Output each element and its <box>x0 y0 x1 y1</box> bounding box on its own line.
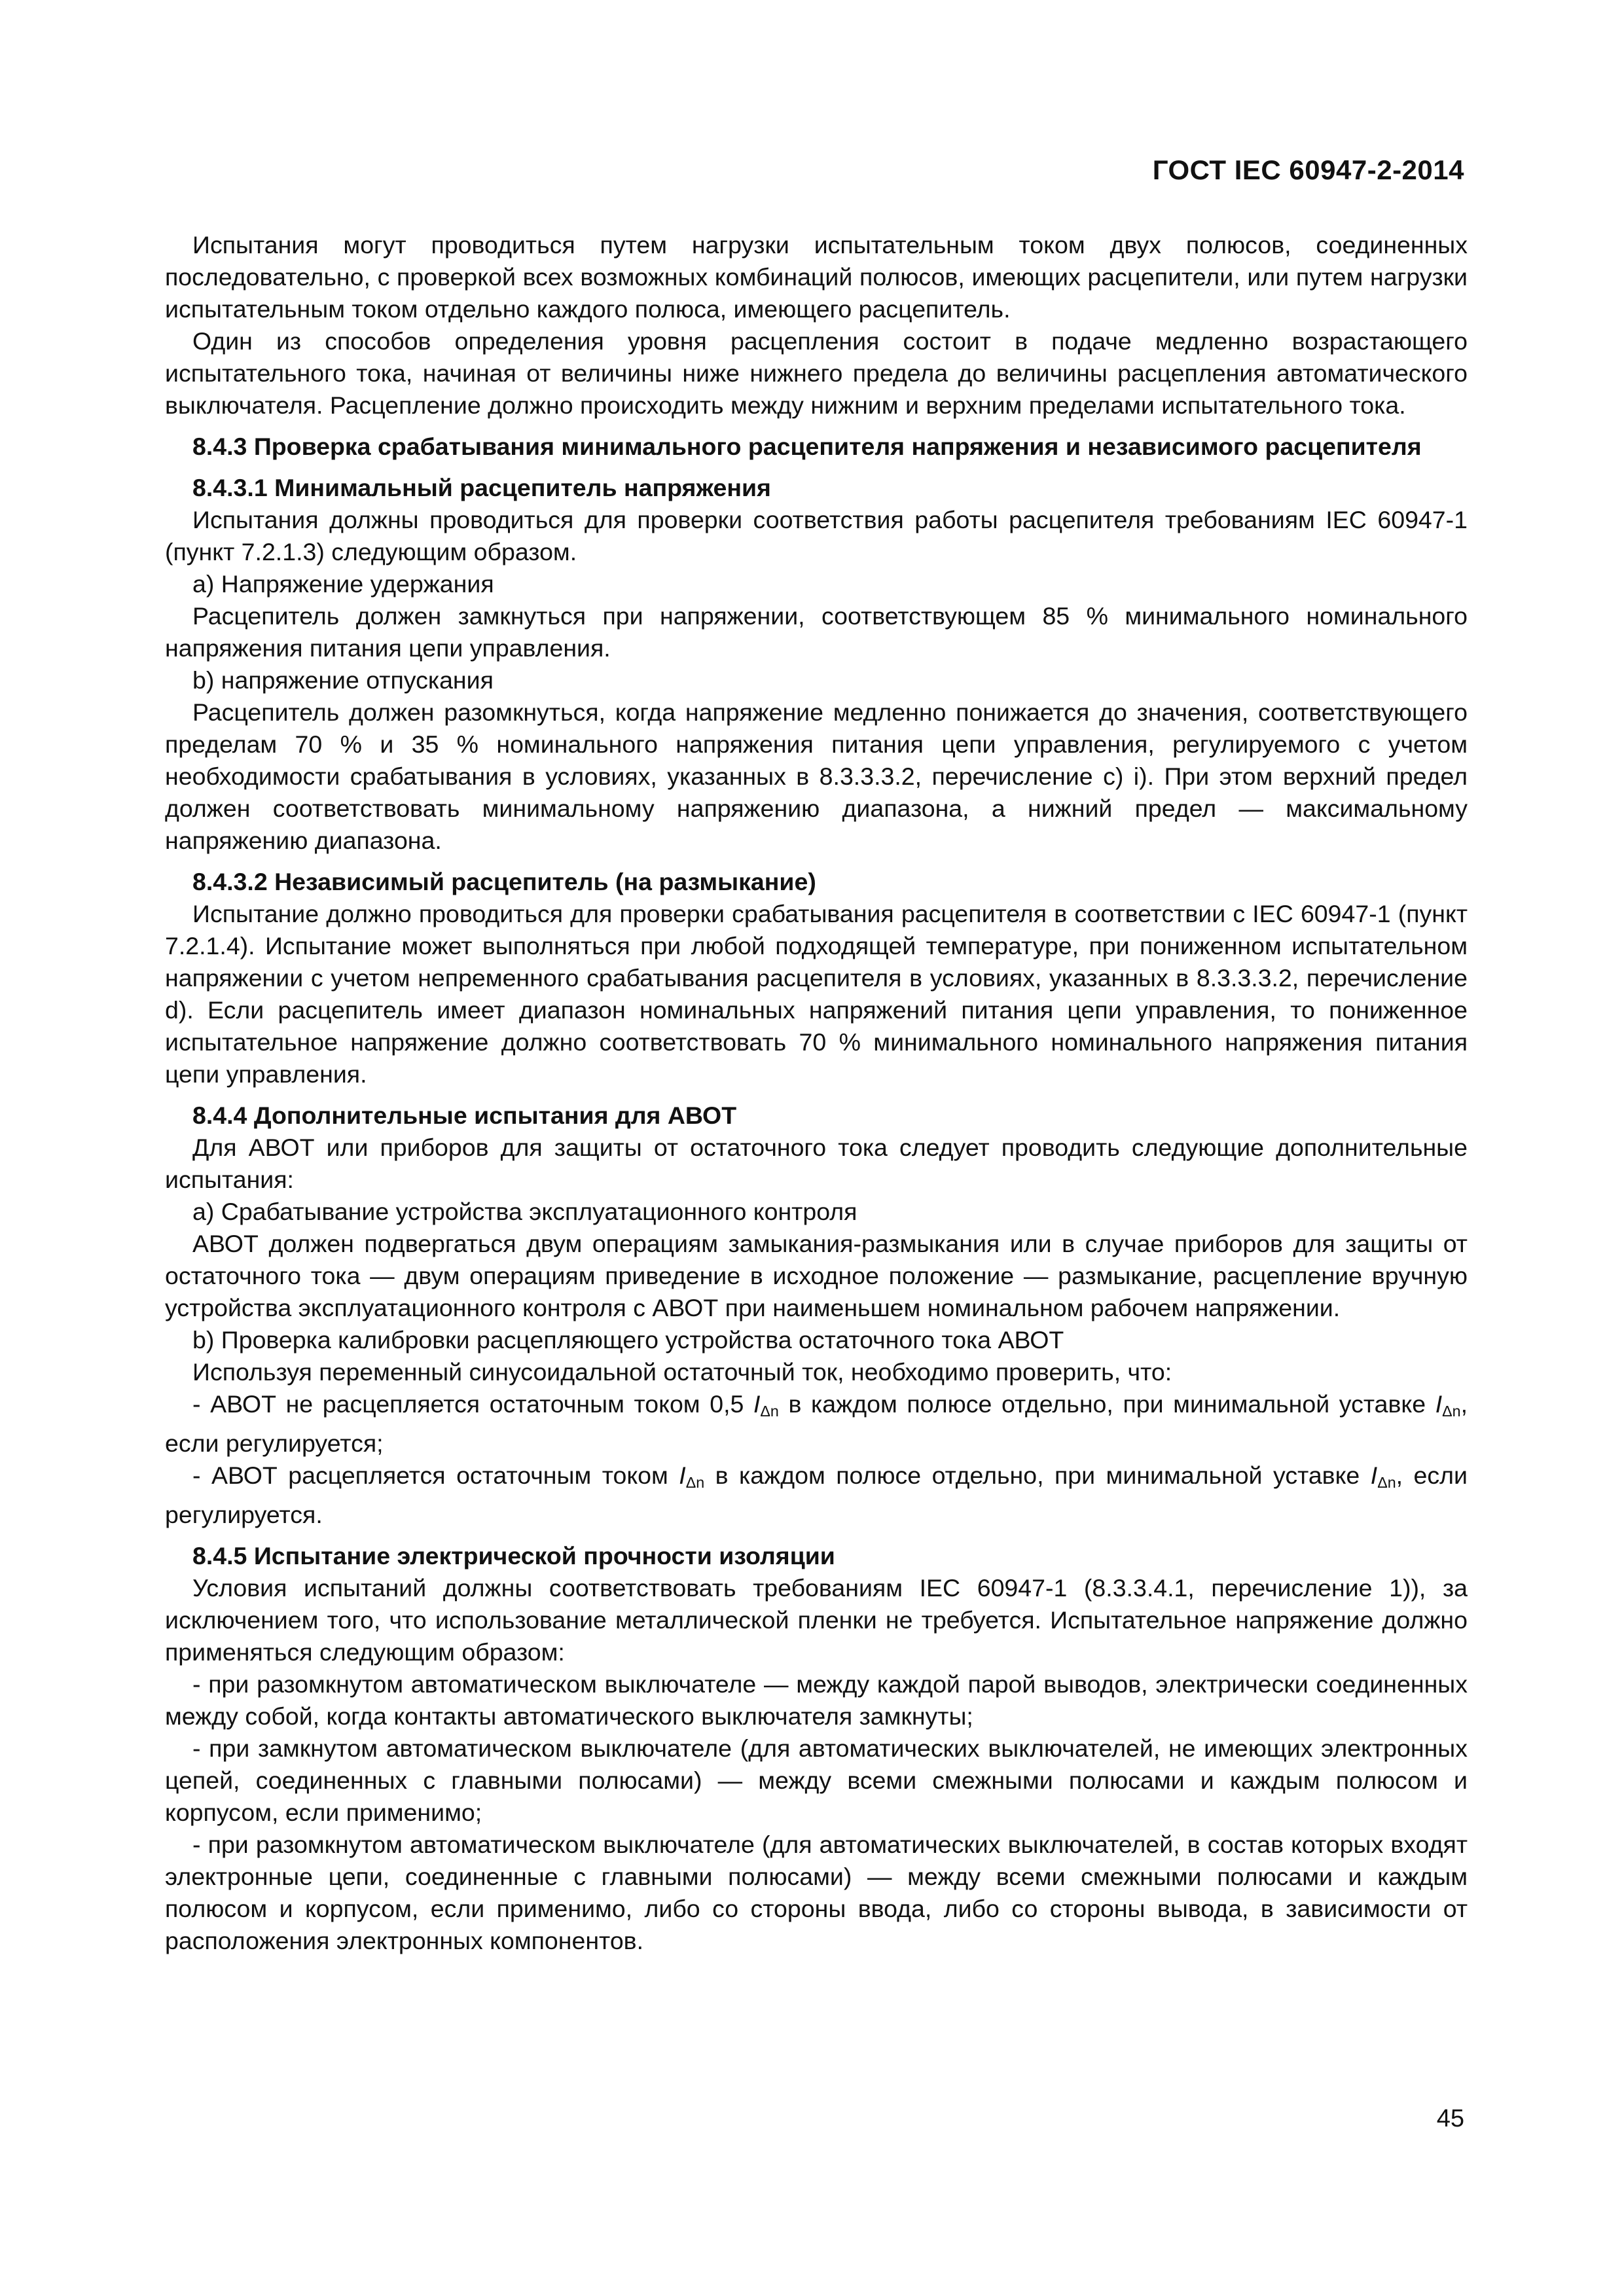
bullet-item: - при разомкнутом автоматическом выключателе — между каждой парой выводов, электрически соединенных между собой, когда контакты автоматического выключателя замкнуты; <box>165 1670 1468 1730</box>
paragraph: Условия испытаний должны соответствовать требованиям IEC 60947-1 (8.3.3.4.1, перечисление 1)), за исключением того, что использование металлической пленки не требуется. Испытательное напряжение должно применяться следующим образом: <box>165 1573 1468 1666</box>
paragraph: Испытания могут проводиться путем нагрузки испытательным током двух полюсов, соединенных последовательно, с проверкой всех возможных комбинаций полюсов, имеющих расцепители, или путем нагрузки испытательным током отдельно каждого полюса, имеющего расцепитель. <box>165 231 1468 323</box>
current-symbol: I <box>679 1461 686 1489</box>
paragraph: Расцепитель должен разомкнуться, когда напряжение медленно понижается до значения, соответствующего пределам 70 % и 35 % номинального напряжения питания цепи управления, регулируемого с учетом необходимости срабатывания в условиях, указанных в 8.3.3.3.2, перечисление с) i). При этом верхний предел должен соответствовать минимальному напряжению диапазона, а нижний предел — максимальному напряжению диапазона. <box>165 698 1468 854</box>
paragraph: Испытания должны проводиться для проверки соответствия работы расцепителя требованиям IEC 60947-1 (пункт 7.2.1.3) следующим образом. <box>165 506 1468 565</box>
bullet-item: - при замкнутом автоматическом выключателе (для автоматических выключателей, не имеющих электронных цепей, соединенных с главными полюсами) — между всеми смежными полюсами и каждым полюсом и корпусом, если применимо; <box>165 1734 1468 1826</box>
list-item: b) напряжение отпускания <box>192 666 494 694</box>
list-item: b) Проверка калибровки расцепляющего устройства остаточного тока АВОТ <box>192 1326 1064 1354</box>
current-subscript: Δn <box>1377 1473 1396 1491</box>
text-run: - АВОТ расцепляется остаточным током <box>192 1461 679 1489</box>
current-symbol: I <box>753 1390 761 1418</box>
document-body <box>165 229 1468 1957</box>
section-heading-8-4-5: 8.4.5 Испытание электрической прочности изоляции <box>192 1541 835 1570</box>
document-header: ГОСТ IEC 60947-2-2014 <box>1152 154 1464 185</box>
list-item: а) Напряжение удержания <box>192 570 494 598</box>
section-heading-8-4-3: 8.4.3 Проверка срабатывания минимального расцепителя напряжения и независимого расцепителя <box>192 433 1422 460</box>
current-symbol: I <box>1435 1390 1443 1418</box>
section-heading-8-4-3-2: 8.4.3.2 Независимый расцепитель (на размыкание) <box>192 868 816 895</box>
text-run: - АВОТ не расцепляется остаточным током 0,5 <box>192 1390 753 1418</box>
text-run: в каждом полюсе отдельно, при минимальной уставке <box>778 1390 1435 1418</box>
bullet-item <box>165 1460 1468 1531</box>
current-symbol: I <box>1370 1461 1378 1489</box>
paragraph: Расцепитель должен замкнуться при напряжении, соответствующем 85 % минимального номинального напряжения питания цепи управления. <box>165 602 1468 662</box>
paragraph: АВОТ должен подвергаться двум операциям замыкания-размыкания или в случае приборов для защиты от остаточного тока — двум операциям приведение в исходное положение — размыкание, расцепление вручную устройства эксплуатационного контроля с АВОТ при наименьшем номинальном рабочем напряжении. <box>165 1230 1468 1321</box>
current-subscript: Δn <box>1442 1402 1461 1420</box>
page-number: 45 <box>1436 2105 1464 2132</box>
paragraph: Один из способов определения уровня расцепления состоит в подаче медленно возрастающего испытательного тока, начиная от величины ниже нижнего предела до величины расцепления автоматического выключателя. Расцепление должно происходить между нижним и верхним пределами испытательного тока. <box>165 327 1468 419</box>
bullet-item <box>165 1388 1468 1460</box>
paragraph: Для АВОТ или приборов для защиты от остаточного тока следует проводить следующие дополнительные испытания: <box>165 1134 1468 1193</box>
paragraph: Используя переменный синусоидальной остаточный ток, необходимо проверить, что: <box>192 1358 1172 1386</box>
text-run: , если регулируется. <box>165 1461 1468 1528</box>
current-subscript: Δn <box>685 1473 705 1491</box>
text-run: в каждом полюсе отдельно, при минимальной уставке <box>704 1461 1371 1489</box>
current-subscript: Δn <box>760 1402 779 1420</box>
section-heading-8-4-3-1: 8.4.3.1 Минимальный расцепитель напряжения <box>192 474 771 501</box>
list-item: а) Срабатывание устройства эксплуатационного контроля <box>192 1198 857 1225</box>
text-run: , если регулируется; <box>165 1390 1468 1457</box>
section-heading-8-4-4: 8.4.4 Дополнительные испытания для АВОТ <box>192 1102 737 1129</box>
bullet-item: - при разомкнутом автоматическом выключателе (для автоматических выключателей, в состав которых входят электронные цепи, соединенные с главными полюсами) — между всеми смежными полюсами и каждым полюсом и корпусом, если применимо, либо со стороны ввода, либо со стороны вывода, в зависимости от расположения электронных компонентов. <box>165 1830 1468 1954</box>
paragraph: Испытание должно проводиться для проверки срабатывания расцепителя в соответствии с IEC 60947-1 (пункт 7.2.1.4). Испытание может выполняться при любой подходящей температуре, при пониженном испытательном напряжении с учетом непременного срабатывания расцепителя в условиях, указанных в 8.3.3.3.2, перечисление d). Если расцепитель имеет диапазон номинальных напряжений питания цепи управления, то пониженное испытательное напряжение должно соответствовать 70 % минимального номинального напряжения питания цепи управления. <box>165 900 1468 1088</box>
